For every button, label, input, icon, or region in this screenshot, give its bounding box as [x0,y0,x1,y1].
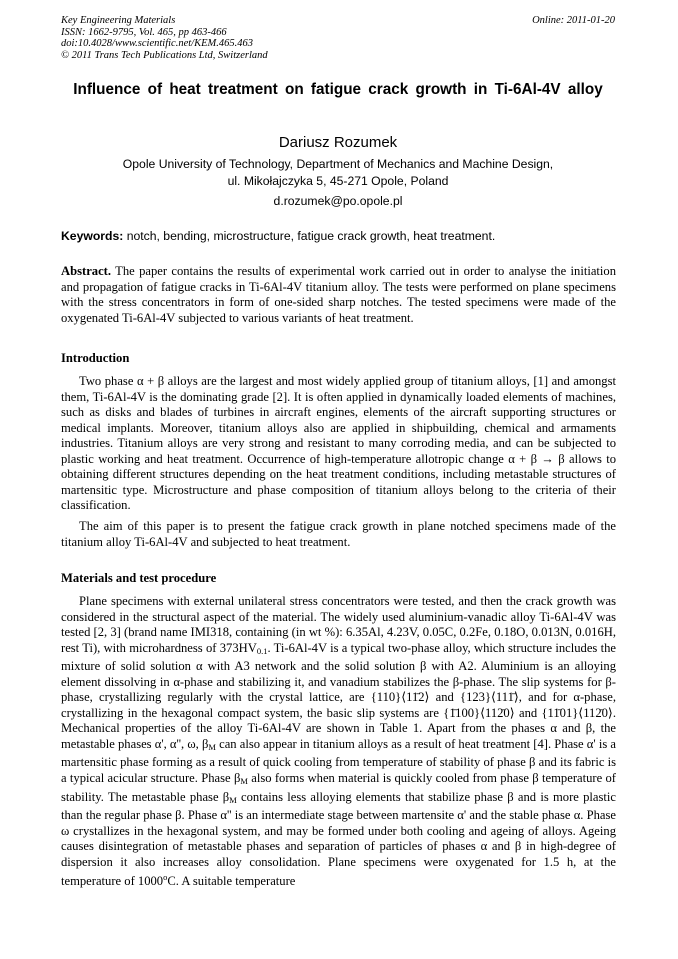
affiliation-line-2: ul. Mikołajczyka 5, 45-271 Opole, Poland [227,173,449,188]
materials-paragraph [61,594,616,890]
affiliation-line-1: Opole University of Technology, Department of Mechanics and Machine Design, [122,157,554,171]
materials-text-e: contains less alloying elements that stabilize phase β and is more plastic than the regular phase β. Phase α'' is an intermediate stage between martensite α' and the stable phase α. Phase ω crystallizes in the hexagonal system, and may be formed under both cooling and ageing of alloys. Ageing causes disintegration of metastable phases and separation of particles of phases α and β in high-degree of dispersion it also increases alloy consolidation. Plane specimens were oxygenated for 1.5 h, at the temperature of 1000 [61,789,616,889]
section-heading-introduction: Introduction [61,351,130,365]
author-email: d.rozumek@po.opole.pl [273,194,403,208]
keywords-text: notch, bending, microstructure, fatigue crack growth, heat treatment. [126,229,496,243]
journal-header [61,15,268,61]
abstract-label: Abstract. [61,264,112,278]
abstract [61,264,616,326]
journal-name: Key Engineering Materials [61,15,176,26]
degree-superscript: o [163,872,168,883]
beta-m-subscript-3: M [229,794,237,805]
issn-line: ISSN: 1662-9795, Vol. 465, pp 463-466 [61,26,227,38]
affiliation [61,156,615,189]
materials-text-d: also forms when material is quickly cooled from phase β temperature of stability. The metastable phase β [61,771,616,804]
materials-text-f: C. A suitable temperature [167,874,296,889]
abstract-text: The paper contains the results of experimental work carried out in order to analyse the initiation and propagation of fatigue cracks in Ti-6Al-4V titanium alloy. The tests were performed on plane specimens with the stress concentrators in form of one-sided sharp notches. The tested specimens were made of the oxygenated Ti-6Al-4V subjected to various variants of heat treatment. [61,264,617,325]
copyright-line: © 2011 Trans Tech Publications Ltd, Switzerland [61,49,268,61]
introduction-text-1: Two phase α + β alloys are the largest and most widely applied group of titanium alloys, [1] and amongst them, Ti-6Al-4V is the dominating grade [2]. It is often applied in dynamically loaded elements of machines, such as disks and blades of turbines in aircraft engines, elements of the aircraft supporting structures or medical implants. Moreover, titanium alloys also are applied in shipbuilding, chemical and armaments industries. Titanium alloys are very strong and resistant to many corroding media, and can be subjected to plastic working and heat treatment. Occurrence of high-temperature allotropic change α + β → β allows to obtaining different structures depending on the heat treatment conditions, including metastable structures of martensitic type. Microstructure and phase composition of titanium alloys belong to the criteria of their classification. [61,374,616,513]
introduction-paragraph-1 [61,374,616,514]
online-date: Online: 2011-01-20 [532,15,615,26]
hv-subscript: 0.1 [256,645,268,656]
beta-m-subscript-2: M [240,776,248,787]
materials-text-a: Plane specimens with external unilateral stress concentrators were tested, and then the crack growth was considered in the structural aspect of the material. The widely used aluminium-vanadic alloy Ti-6Al-4V was tested [2, 3] (brand name IMI318, containing (in wt %): 6.35Al, 4.23V, 0.05C, 0.2Fe, 0.18O, 0.013N, 0.016H, rest Ti), with microhardness of 373HV [61,594,616,655]
paper-title: Influence of heat treatment on fatigue crack growth in Ti-6Al-4V alloy [73,81,603,98]
keywords [61,228,618,244]
section-heading-materials: Materials and test procedure [61,571,217,585]
introduction-text-2: The aim of this paper is to present the fatigue crack growth in plane notched specimens made of the titanium alloy Ti-6Al-4V and subjected to heat treatment. [61,519,616,549]
introduction-paragraph-2 [61,519,616,550]
doi-line: doi:10.4028/www.scientific.net/KEM.465.463 [61,38,253,50]
keywords-label: Keywords: [61,229,124,243]
materials-text-c: can also appear in titanium alloys as a result of heat treatment [4]. Phase α' is a martensitic phase forming as a result of quick cooling from temperature of stability of phase β and its fabric is a typical acicular structure. Phase β [61,736,616,786]
materials-text-b: . Ti-6Al-4V is a typical two-phase alloy, which structure includes the mixture of solid solution α with A3 network and the solid solution β with A2. Aluminium is an alloying element dissolving in α-phase and stabilizing it, and vanadium stabilizes the β-phase. The slip systems for β-phase, crystallizing regularly with the crystal lattice, are {110}⟨11̄2⟩ and {123}⟨111̄⟩, and for α-phase, crystallizing in the hexagonal compact system, the basic slip systems are {1̄100}⟨112̄0⟩ and {11̄01}⟨112̄0⟩. Mechanical properties of the alloy Ti-6Al-4V are shown in Table 1. Apart from the phases α and β, the metastable phases α', α'', ω, β [61,640,616,751]
materials-text [61,594,616,890]
author-name: Dariusz Rozumek [278,134,398,151]
beta-m-subscript-1: M [208,741,216,752]
